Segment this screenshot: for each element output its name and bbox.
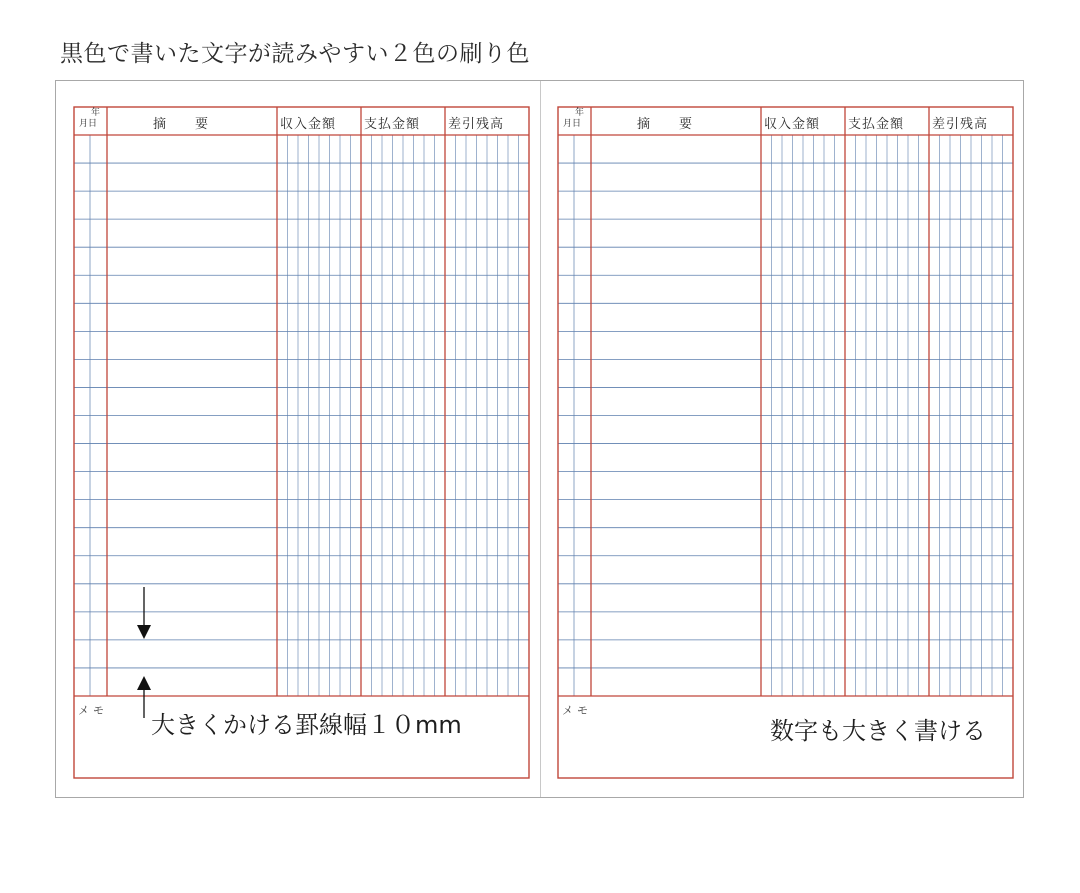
rule-width-callout: 大きくかける罫線幅１０mm [151, 711, 462, 739]
payment-header: 支払金額 [364, 117, 421, 132]
description-header: 摘 要 [153, 117, 210, 132]
year-header: 年 [91, 108, 101, 118]
income-header: 収入金額 [280, 117, 337, 132]
description-header: 摘 要 [637, 117, 694, 132]
month-day-header: 月日 [79, 119, 98, 129]
headline: 黒色で書いた文字が読みやすい２色の刷り色 [60, 41, 530, 67]
payment-header: 支払金額 [848, 117, 905, 132]
left-ledger-grid [56, 81, 540, 799]
big-numbers-callout: 数字も大きく書ける [770, 717, 986, 745]
left-page [56, 81, 540, 797]
ledger-book-spread [55, 80, 1024, 798]
memo-label: メモ [562, 704, 592, 717]
balance-header: 差引残高 [448, 117, 505, 132]
right-page [540, 81, 1024, 797]
memo-label: メモ [78, 704, 108, 717]
balance-header: 差引残高 [932, 117, 989, 132]
ledger-frame [558, 107, 1013, 778]
right-ledger-grid [540, 81, 1024, 799]
rule-width-arrows [134, 585, 154, 720]
year-header: 年 [575, 108, 585, 118]
month-day-header: 月日 [563, 119, 582, 129]
income-header: 収入金額 [764, 117, 821, 132]
